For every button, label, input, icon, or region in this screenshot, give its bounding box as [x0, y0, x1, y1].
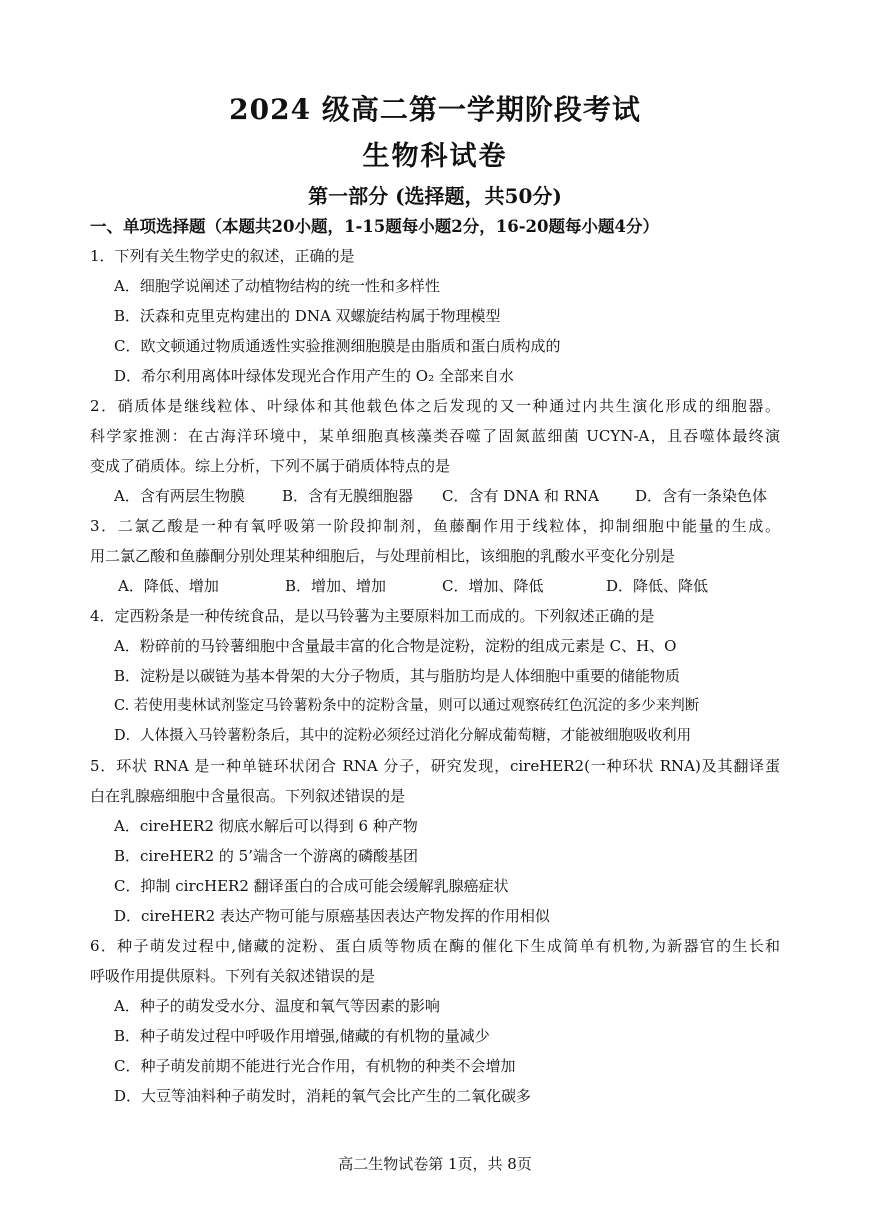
question-3-option-d: D．降低、降低 [606, 577, 709, 595]
question-6-option-c: C．种子萌发前期不能进行光合作用，有机物的种类不会增加 [114, 1057, 516, 1075]
question-3-option-b: B．增加、增加 [285, 577, 387, 595]
page-footer: 高二生物试卷第 1页，共 8页 [338, 1155, 532, 1173]
question-4-option-d: D．人体摄入马铃薯粉条后，其中的淀粉必须经过消化分解成葡萄糖，才能被细胞吸收利用 [114, 728, 692, 744]
question-2-option-c: C．含有 DNA 和 RNA [442, 487, 600, 505]
exam-subtitle: 生物科试卷 [362, 141, 508, 172]
question-4-option-c: C. 若使用斐林试剂鉴定马铃薯粉条中的淀粉含量，则可以通过观察砖红色沉淀的多少来判断 [114, 698, 700, 714]
question-2-stem-line-3: 变成了硝质体。综上分析，下列不属于硝质体特点的是 [90, 457, 451, 475]
question-1-option-a: A．细胞学说阐述了动植物结构的统一性和多样性 [114, 277, 440, 295]
section-heading: 一、单项选择题（本题共20小题，1-15题每小题2分，16-20题每小题4分） [90, 217, 659, 236]
question-3-option-a: A．降低、增加 [118, 577, 219, 595]
question-3-stem-line-2: 用二氯乙酸和鱼藤酮分别处理某种细胞后，与处理前相比，该细胞的乳酸水平变化分别是 [90, 547, 676, 565]
question-5-option-b: B．cireHER2 的 5’端含一个游离的磷酸基团 [114, 847, 418, 865]
part-title: 第一部分 (选择题，共50分) [308, 184, 562, 208]
question-2-option-d: D．含有一条染色体 [635, 487, 768, 505]
question-4-option-b: B．淀粉是以碳链为基本骨架的大分子物质，其与脂肪均是人体细胞中重要的储能物质 [114, 667, 681, 685]
question-5-stem-line-1: 5．环状 RNA 是一种单链环状闭合 RNA 分子，研究发现，cireHER2(一种环状 RNA)及其翻译蛋 [90, 757, 780, 775]
question-2-option-a: A．含有两层生物膜 [114, 487, 245, 505]
question-5-option-c: C．抑制 circHER2 翻译蛋白的合成可能会缓解乳腺癌症状 [114, 877, 509, 895]
question-5-stem-line-2: 白在乳腺癌细胞中含量很高。下列叙述错误的是 [90, 787, 406, 805]
question-4-option-a: A．粉碎前的马铃薯细胞中含量最丰富的化合物是淀粉，淀粉的组成元素是 C、H、O [114, 637, 677, 655]
exam-title: 2024 级高二第一学期阶段考试 [229, 93, 641, 126]
question-5-option-d: D．cireHER2 表达产物可能与原癌基因表达产物发挥的作用相似 [114, 907, 550, 925]
question-6-stem-line-2: 呼吸作用提供原料。下列有关叙述错误的是 [90, 967, 376, 985]
question-1-option-c: C．欧文顿通过物质通透性实验推测细胞膜是由脂质和蛋白质构成的 [114, 337, 561, 355]
question-2-stem-line-1: 2．硝质体是继线粒体、叶绿体和其他载色体之后发现的又一种通过内共生演化形成的细胞器。 [90, 397, 780, 415]
question-1-stem: 1．下列有关生物学史的叙述，正确的是 [90, 247, 355, 265]
question-6-option-b: B．种子萌发过程中呼吸作用增强,储藏的有机物的量减少 [114, 1027, 490, 1045]
question-6-option-a: A．种子的萌发受水分、温度和氧气等因素的影响 [114, 997, 440, 1015]
question-2-option-b: B．含有无膜细胞器 [282, 487, 414, 505]
question-6-stem-line-1: 6．种子萌发过程中,储藏的淀粉、蛋白质等物质在酶的催化下生成简单有机物,为新器官的生长和 [90, 937, 780, 955]
question-2-stem-line-2: 科学家推测：在古海洋环境中，某单细胞真核藻类吞噬了固氮蓝细菌 UCYN-A，且吞噬体最终演 [90, 427, 780, 445]
question-3-option-c: C．增加、降低 [442, 577, 544, 595]
question-6-option-d: D．大豆等油料种子萌发时，消耗的氧气会比产生的二氧化碳多 [114, 1087, 532, 1105]
question-4-stem: 4．定西粉条是一种传统食品，是以马铃薯为主要原料加工而成的。下列叙述正确的是 [90, 607, 655, 625]
question-3-stem-line-1: 3．二氯乙酸是一种有氧呼吸第一阶段抑制剂，鱼藤酮作用于线粒体，抑制细胞中能量的生成。 [90, 517, 780, 535]
question-1-option-b: B．沃森和克里克构建出的 DNA 双螺旋结构属于物理模型 [114, 307, 501, 325]
question-5-option-a: A．cireHER2 彻底水解后可以得到 6 种产物 [114, 817, 418, 835]
question-1-option-d: D．希尔利用离体叶绿体发现光合作用产生的 O₂ 全部来自水 [114, 367, 514, 385]
